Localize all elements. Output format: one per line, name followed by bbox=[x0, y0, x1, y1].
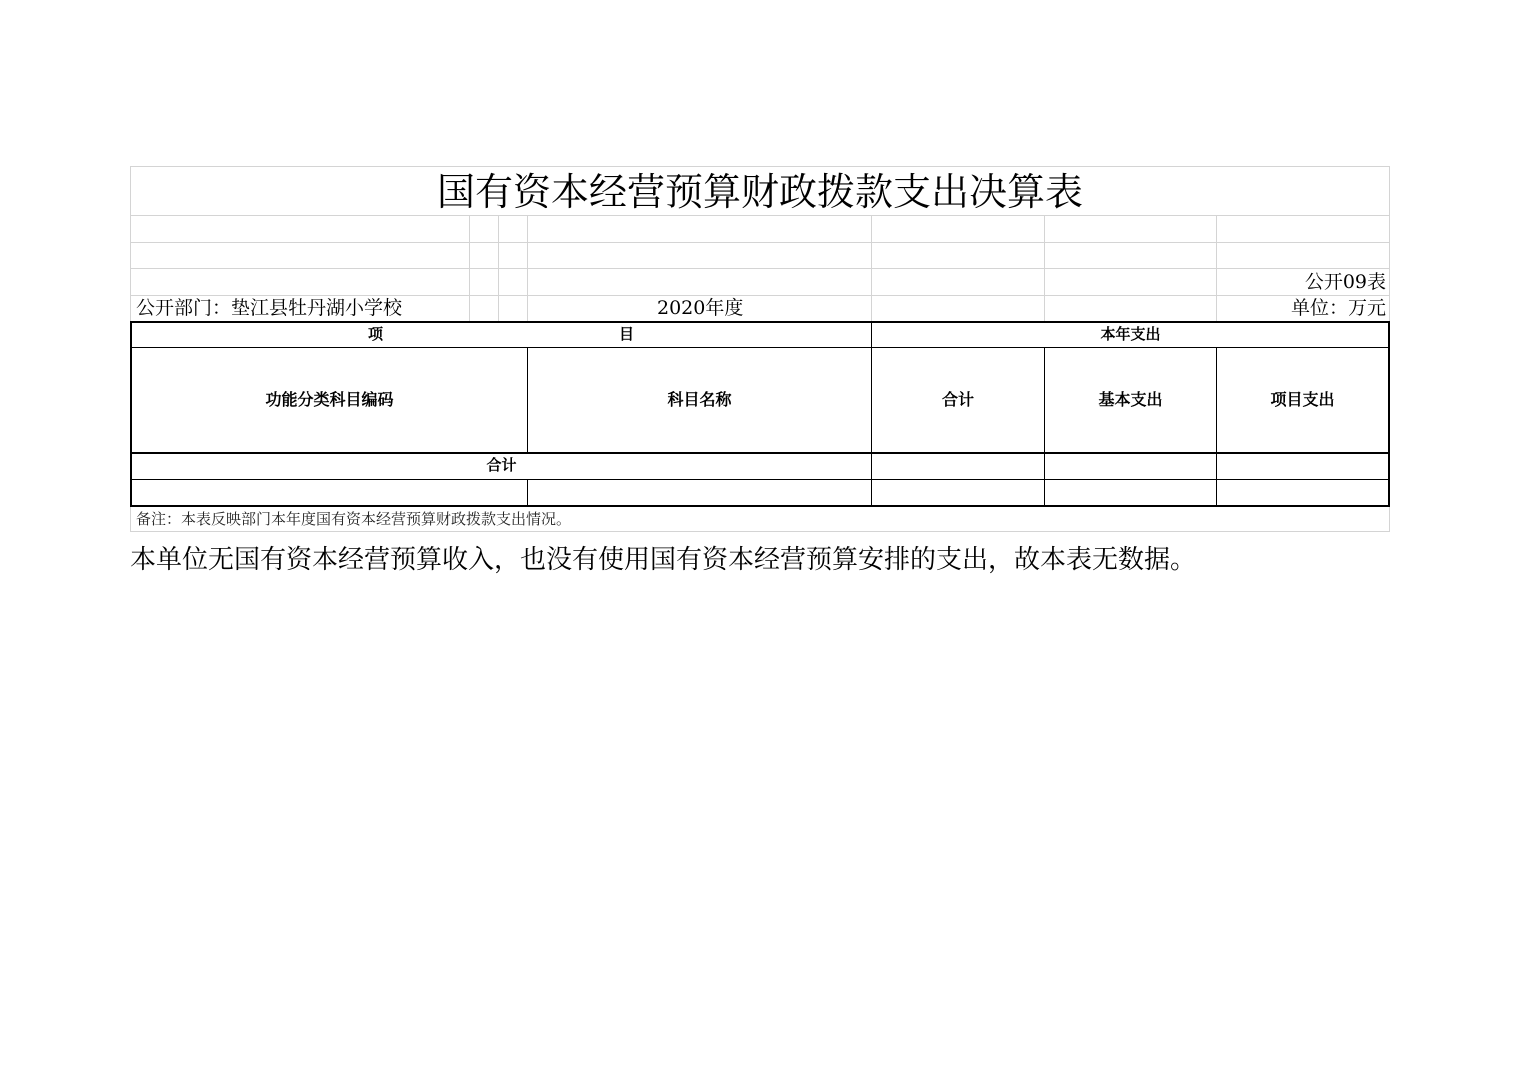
no-data-statement: 本单位无国有资本经营预算收入，也没有使用国有资本经营预算安排的支出，故本表无数据。 bbox=[130, 545, 1197, 575]
header-code: 功能分类科目编码 bbox=[265, 390, 394, 409]
department-label: 公开部门：垫江县牡丹湖小学校 bbox=[136, 297, 403, 319]
header-current-year-expense: 本年支出 bbox=[1100, 325, 1161, 343]
form-code: 公开09表 bbox=[1304, 271, 1386, 293]
header-total: 合计 bbox=[941, 390, 974, 409]
budget-table bbox=[130, 166, 1390, 532]
unit-label: 单位：万元 bbox=[1290, 297, 1386, 319]
header-basic: 基本支出 bbox=[1098, 390, 1163, 409]
total-row-label: 合计 bbox=[486, 456, 517, 474]
header-name: 科目名称 bbox=[667, 390, 732, 409]
header-item-left: 项 bbox=[368, 325, 384, 343]
page-title: 国有资本经营预算财政拨款支出决算表 bbox=[436, 170, 1083, 214]
table-note: 备注：本表反映部门本年度国有资本经营预算财政拨款支出情况。 bbox=[136, 510, 572, 528]
header-project: 项目支出 bbox=[1270, 390, 1335, 409]
header-item-right: 目 bbox=[619, 325, 635, 343]
fiscal-year: 2020年度 bbox=[657, 297, 744, 319]
